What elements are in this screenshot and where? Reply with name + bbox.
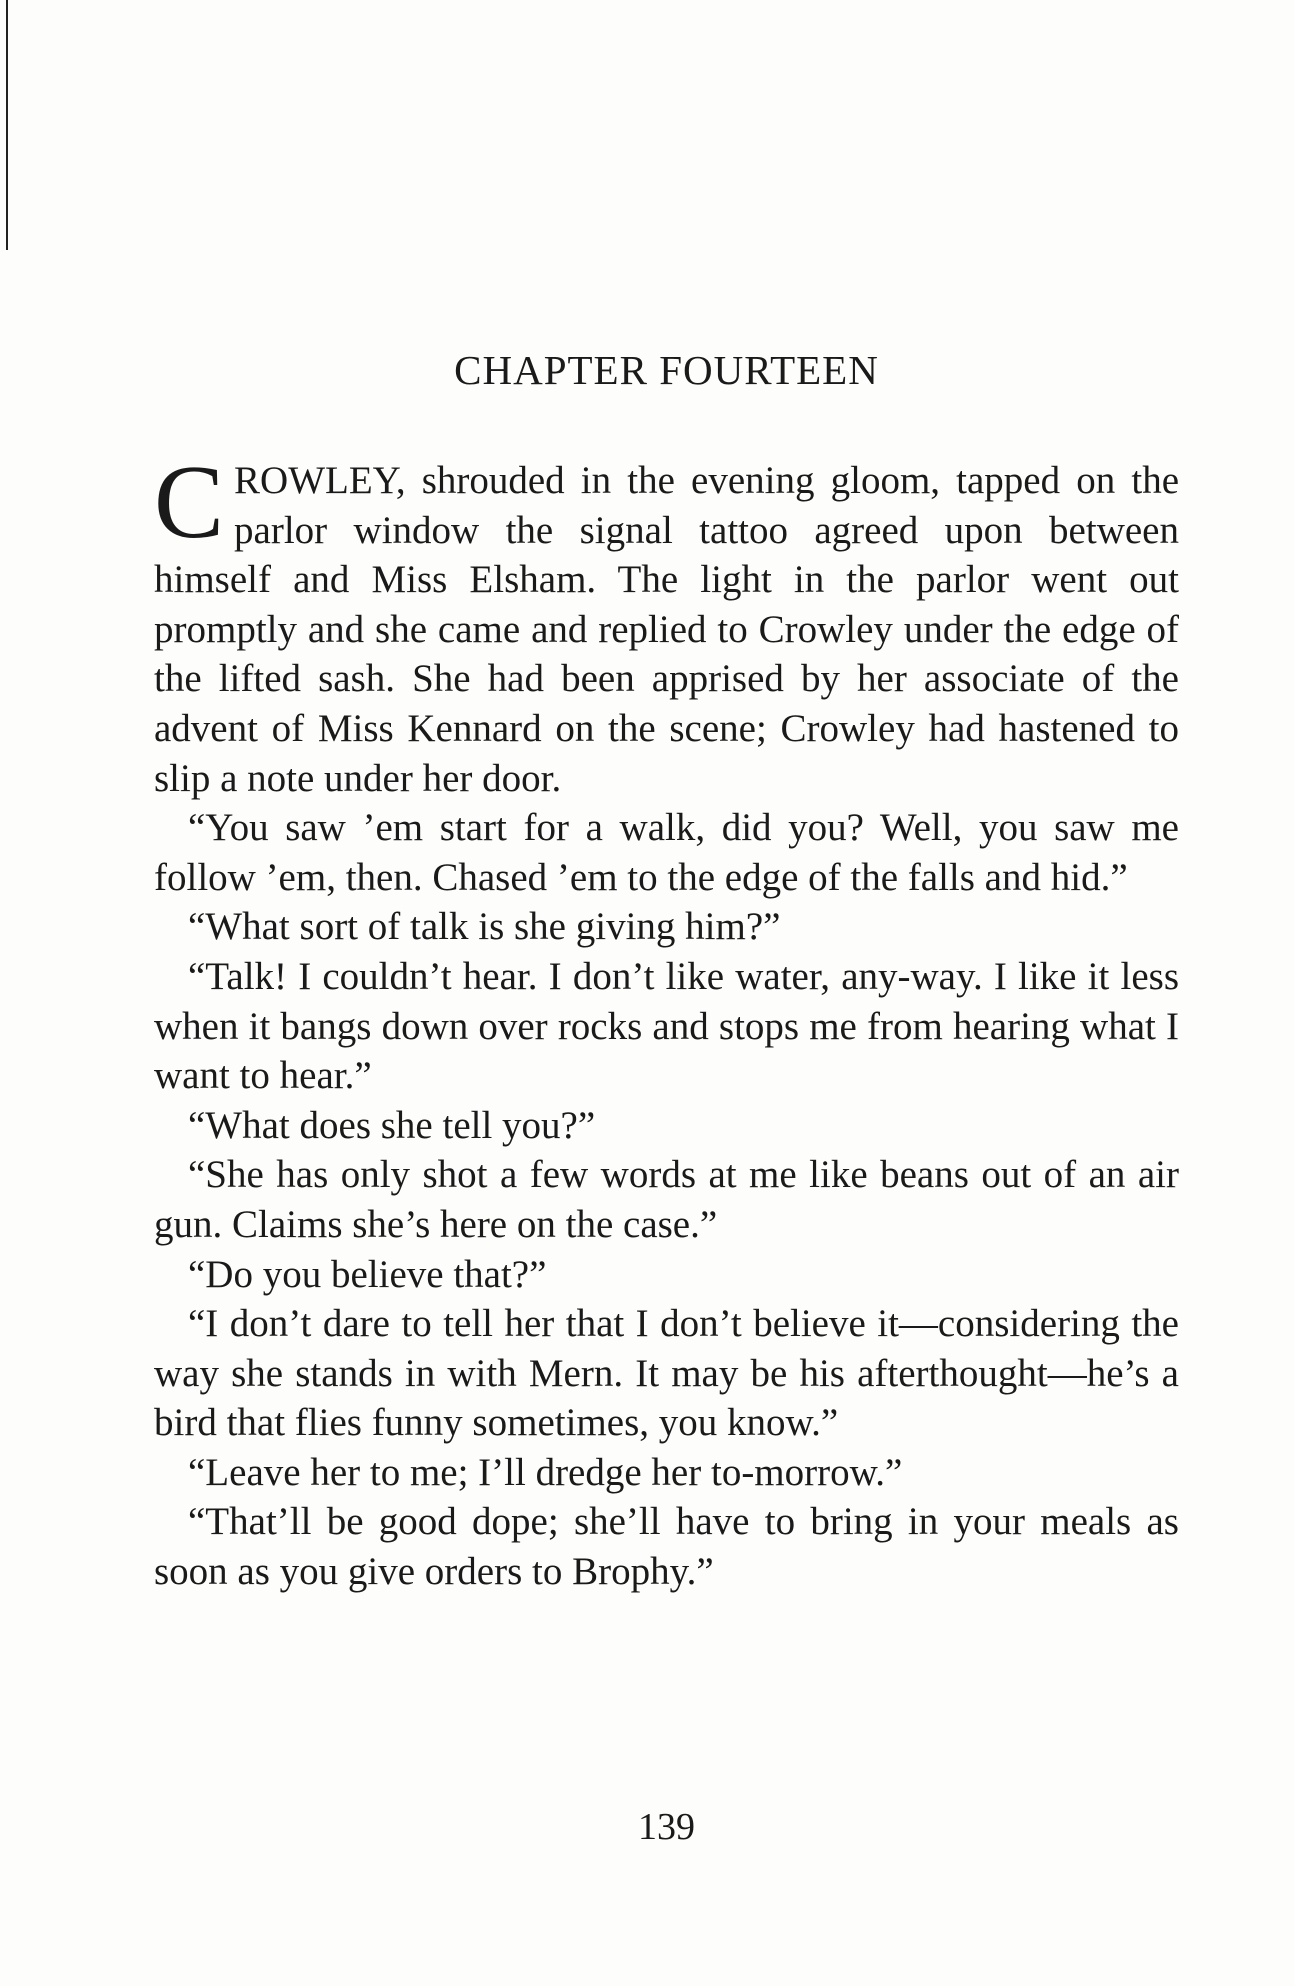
paragraph: “What sort of talk is she giving him?”	[188, 905, 781, 949]
paragraph: “What does she tell you?”	[188, 1103, 596, 1147]
page-number: 139	[638, 1806, 695, 1848]
paragraph: “That’ll be good dope; she’ll have to bring in your meals as soon as you give orders to Brophy.”	[154, 1500, 1179, 1594]
paragraph: “Do you believe that?”	[188, 1252, 547, 1296]
paragraph: “You saw ’em start for a walk, did you? Well, you saw me follow ’em, then. Chased ’em to the edge of the falls and hid.”	[154, 806, 1179, 899]
opening-paragraph	[154, 443, 1179, 803]
paragraph: “I don’t dare to tell her that I don’t believe it—considering the way she stands in with Mern. It may be his afterthought—he’s a bird that flies funny sometimes, you know.”	[154, 1302, 1179, 1445]
paragraph: “Talk! I couldn’t hear. I don’t like water, any-way. I like it less when it bangs down over rocks and stops me from hearing what I want to hear.”	[154, 954, 1179, 1098]
chapter-title: CHAPTER FOURTEEN	[454, 347, 879, 393]
body-text	[154, 443, 1179, 1597]
drop-cap: C	[154, 443, 225, 560]
scan-edge-line	[6, 0, 8, 250]
paragraph: “Leave her to me; I’ll dredge her to-morrow.”	[188, 1450, 903, 1494]
paragraph: “She has only shot a few words at me like beans out of an air gun. Claims she’s here on the case.”	[154, 1153, 1179, 1246]
opening-paragraph-text: ROWLEY, shrouded in the evening gloom, tapped on the parlor window the signal tattoo agreed upon between himself and Miss Elsham. The light in the parlor went out promptly and she came and replied to Crowley under the edge of the lifted sash. She had been apprised by her associate of the advent of Miss Kennard on the scene; Crowley had hastened to slip a note under her door.	[154, 459, 1179, 800]
